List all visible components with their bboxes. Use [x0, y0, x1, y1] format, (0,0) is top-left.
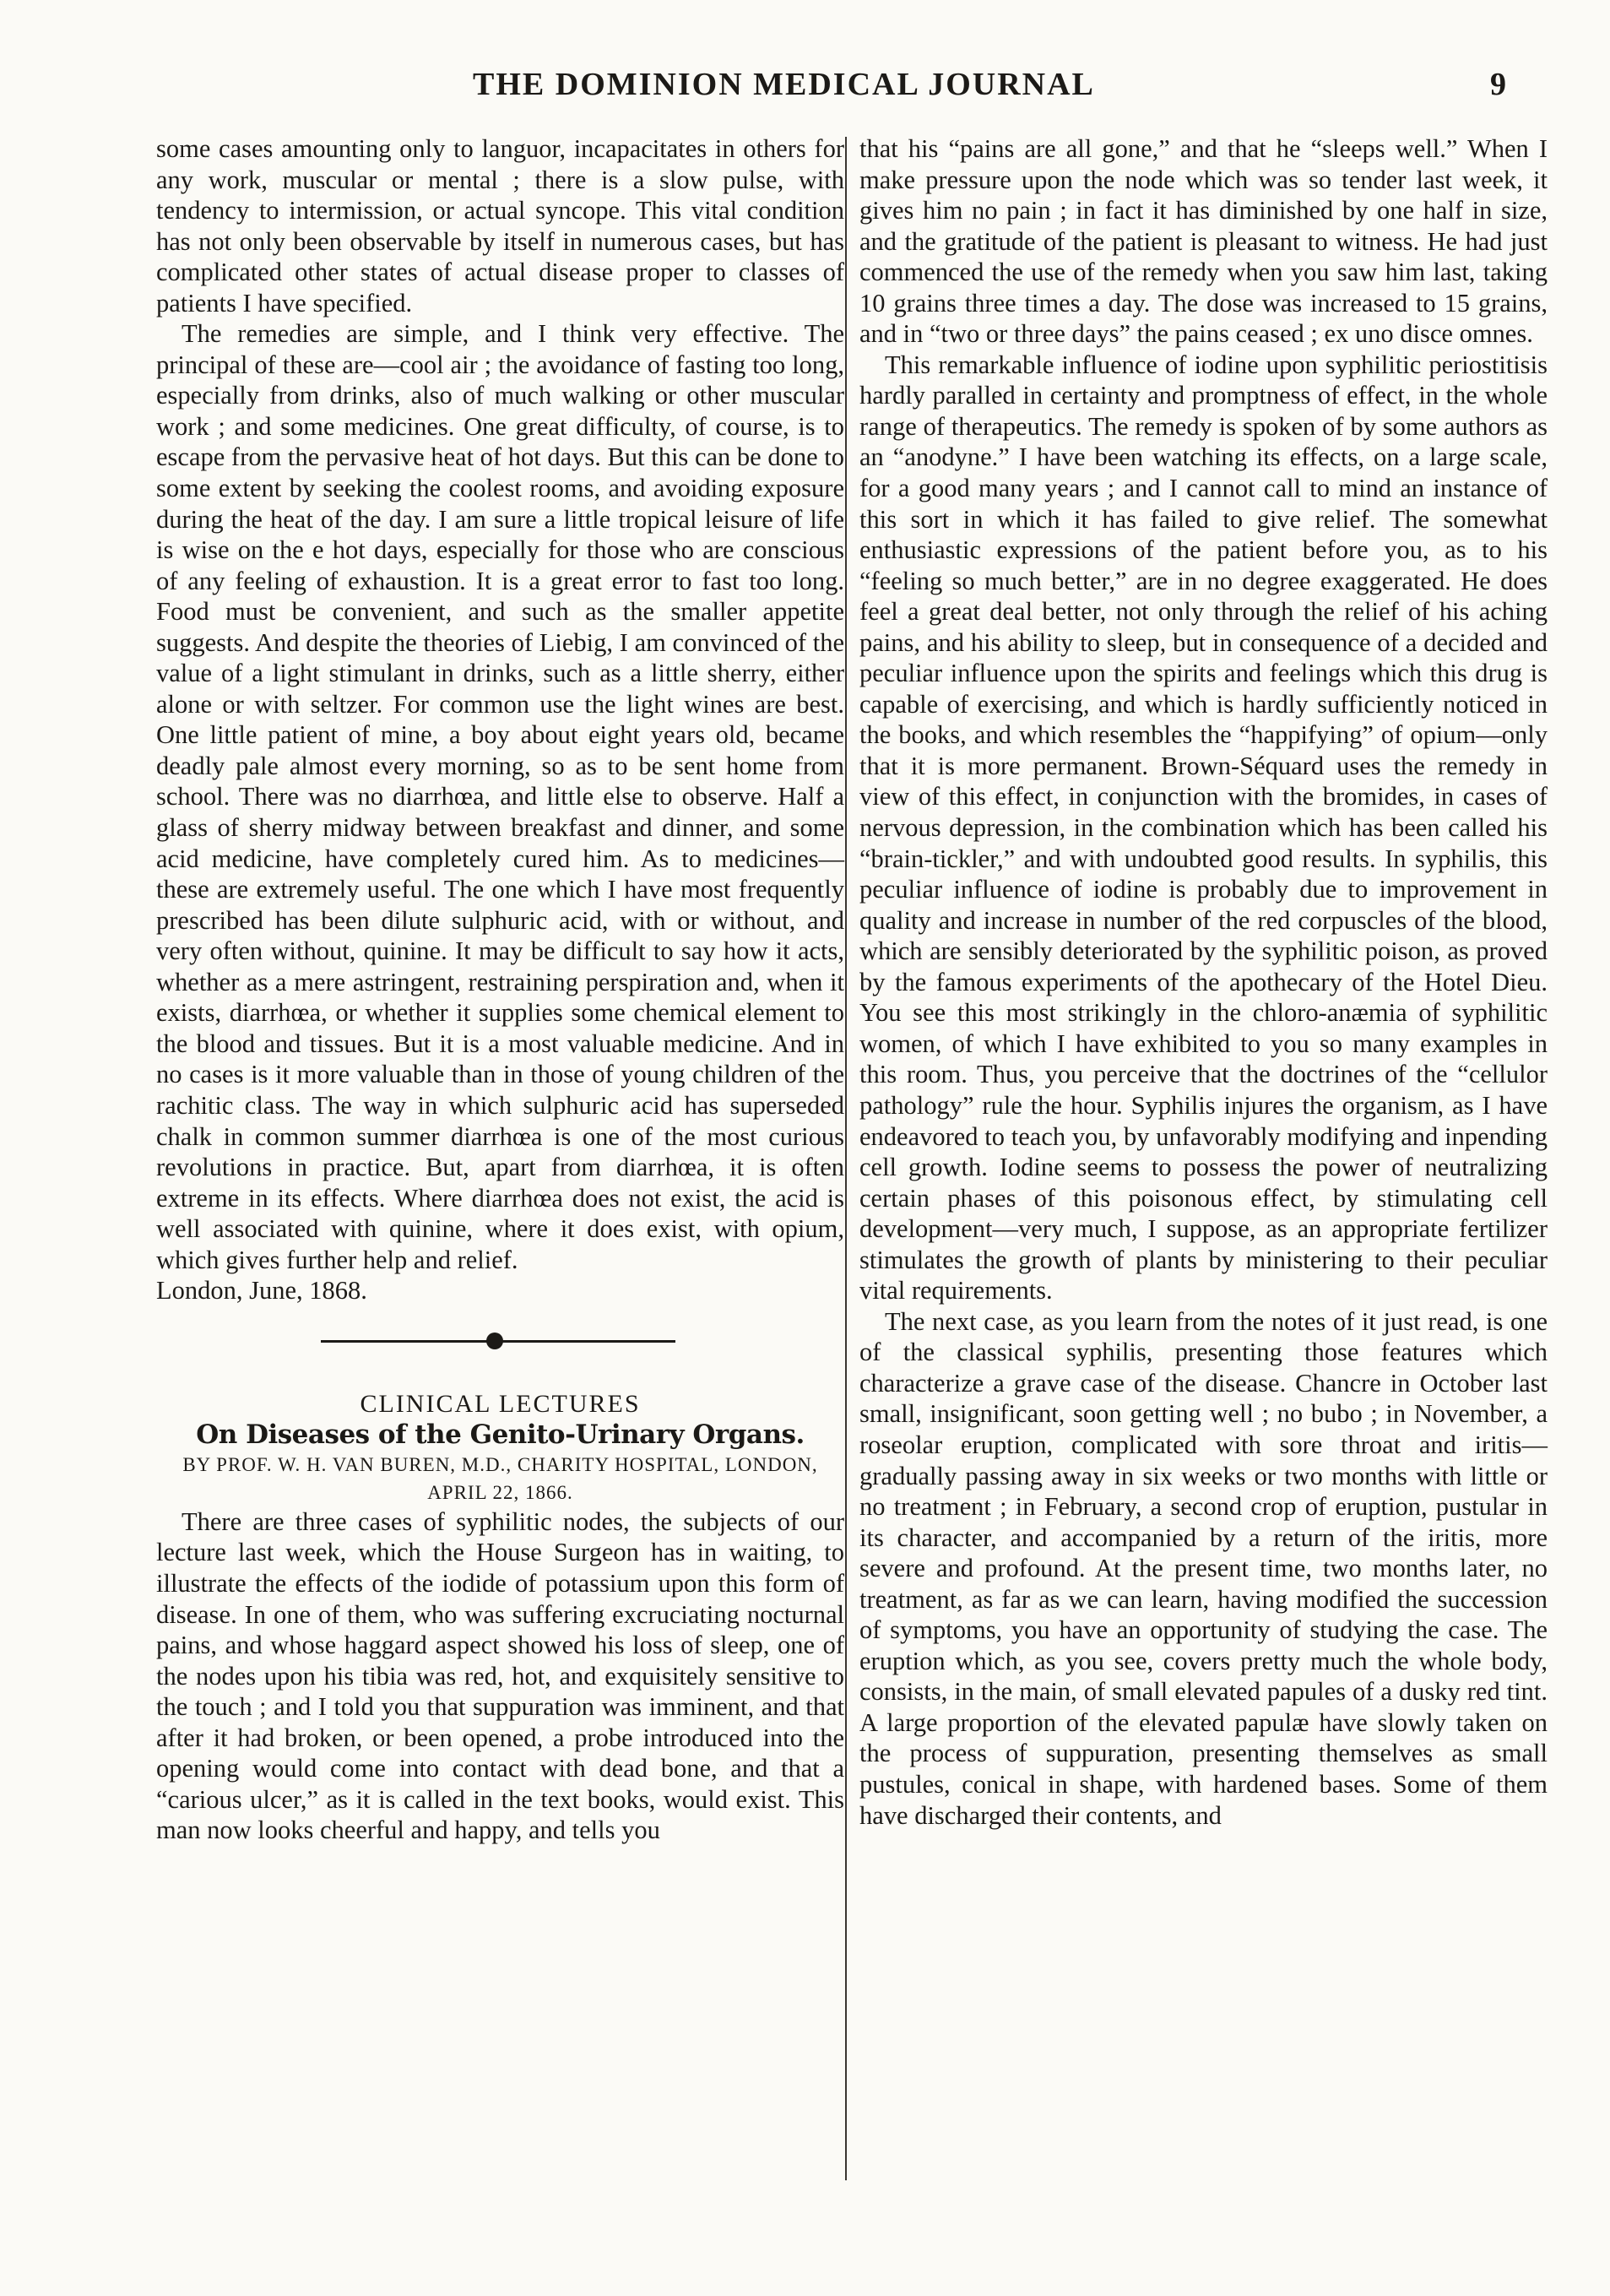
paragraph: The next case, as you learn from the notes of it just read, is one of the classical syphilis, presenting those features which characterize a grave case of the disease. Chancre in October last small, insignificant, soon getting well ; no bubo ; in November, a roseolar eruption, complicated with sore throat and iritis—gradually passing away in six weeks or two months with little or no treatment ; in February, a second crop of eruption, pustular in its character, and accompanied by a return of the iritis, more severe and profound. At the present time, two months later, no treatment, as far as we can learn, having modified the succession of symptoms, you have an opportunity of studying the case. The eruption which, as you see, covers pretty much the whole body, consists, in the main, of small elevated papules of a dusky red tint. A large proportion of the elevated papulæ have slowly taken on the process of suppuration, presenting themselves as small pustules, conical in shape, with hardened bases. Some of them have discharged their contents, and: [859, 1306, 1548, 1830]
page-number: 9: [1490, 67, 1506, 102]
journal-title: THE DOMINION MEDICAL JOURNAL: [473, 67, 1095, 102]
dateline: London, June, 1868.: [156, 1276, 367, 1305]
paragraph: This remarkable influence of iodine upon syphilitic periostitisis hardly paralled in certainty and promptness of effect, in the whole range of therapeutics. The remedy is spoken of by some authors as an “anodyne.” I have been watching its effects, on a large scale, for a good many years ; and I cannot call to mind an instance of this sort in which it has failed to give relief. The somewhat enthusiastic expressions of the patient before you, as to his “feeling so much better,” are in no degree exaggerated. He does feel a great deal better, not only through the relief of his aching pains, and his ability to sleep, but in consequence of a decided and peculiar influence upon the spirits and feelings which this drug is capable of exercising, and which is hardly sufficiently noticed in the books, and which resembles the “happifying” of opium—only that it is more permanent. Brown-Séquard uses the remedy in view of this effect, in conjunction with the bromides, in cases of nervous depression, in the combination which has been called his “brain-tickler,” and with undoubted good results. In syphilis, this peculiar influence of iodine is probably due to improvement in quality and increase in number of the red corpuscles of the blood, which are sensibly deteriorated by the syphilitic poison, as proved by the famous experiments of the apothecary of the Hotel Dieu. You see this most strikingly in the chloro-anæmia of syphilitic women, of which I have exhibited to you so many examples in this room. Thus, you perceive that the doctrines of the “cellulor pathology” rule the hour. Syphilis injures the organism, as I have endeavored to teach you, by unfavorably modifying and inpending cell growth. Iodine seems to possess the power of neutralizing certain phases of this poisonous effect, by stimulating cell development—very much, I suppose, as an appropriate fertilizer stimulates the growth of plants by ministering to their peculiar vital requirements.: [859, 350, 1548, 1305]
paragraph: some cases amounting only to languor, incapacitates in others for any work, muscular or mental ; there is a slow pulse, with tendency to intermission, or actual syncope. This vital condition has not only been observable by itself in numerous cases, but has complicated other states of actual disease proper to classes of patients I have specified.: [156, 134, 844, 318]
column-rule: [845, 137, 847, 2180]
section-heading: CLINICAL LECTURES: [360, 1389, 641, 1418]
lecture-title: On Diseases of the Genito-Urinary Organs.: [196, 1419, 805, 1451]
right-column: [859, 133, 1548, 1831]
section-divider-ornament: [156, 1327, 844, 1355]
running-head: [0, 66, 1610, 108]
paragraph: The remedies are simple, and I think very effective. The principal of these are—cool air ; the avoidance of fasting too long, especially from drinks, also of much walking or other muscular work ; and some medicines. One great difficulty, of course, is to escape from the pervasive heat of hot days. But this can be done to some extent by seeking the coolest rooms, and avoiding exposure during the heat of the day. I am sure a little tropical leisure of life is wise on the e hot days, especially for those who are conscious of any feeling of exhaustion. It is a great error to fast too long. Food must be convenient, and such as the smaller appetite suggests. And despite the theories of Liebig, I am convinced of the value of a light stimulant in drinks, such as a little sherry, either alone or with seltzer. For common use the light wines are best. One little patient of mine, a boy about eight years old, became deadly pale almost every morning, so as to be sent home from school. There was no diarrhœa, and little else to observe. Half a glass of sherry midway between breakfast and dinner, and some acid medicine, have completely cured him. As to medicines—these are extremely useful. The one which I have most frequently prescribed has been dilute sulphuric acid, with or without, and very often without, quinine. It may be difficult to say how it acts, whether as a mere astringent, restraining perspiration and, when it exists, diarrhœa, or whether it supplies some chemical element to the blood and tissues. But it is a most valuable medicine. And in no cases is it more valuable than in those of young children of the rachitic class. The way in which sulphuric acid has superseded chalk in common summer diarrhœa is one of the most curious revolutions in practice. But, apart from diarrhœa, it is often extreme in its effects. Where diarrhœa does not exist, the acid is well associated with quinine, where it does exist, with opium, which gives further help and relief.: [156, 319, 844, 1274]
divider-dot: [486, 1333, 503, 1349]
lecture-byline: BY PROF. W. H. VAN BUREN, M.D., CHARITY HOSPITAL, LONDON, APRIL 22, 1866.: [182, 1453, 818, 1503]
paragraph: that his “pains are all gone,” and that he “sleeps well.” When I make pressure upon the node which was so tender last week, it gives him no pain ; in fact it has diminished by one half in size, and the gratitude of the patient is pleasant to witness. He had just commenced the use of the remedy when you saw him last, taking 10 grains three times a day. The dose was increased to 15 grains, and in “two or three days” the pains ceased ; ex uno disce omnes.: [859, 134, 1548, 349]
paragraph: There are three cases of syphilitic nodes, the subjects of our lecture last week, which the House Surgeon has in waiting, to illustrate the effects of the iodide of potassium upon this form of disease. In one of them, who was suffering excruciating nocturnal pains, and whose haggard aspect showed his loss of sleep, one of the nodes upon his tibia was red, hot, and exquisitely sensitive to the touch ; and I told you that suppuration was imminent, and that after it had broken, or been opened, a probe introduced into the opening would come into contact with dead bone, and that a “carious ulcer,” as it is called in the text books, would exist. This man now looks cheerful and happy, and tells you: [156, 1506, 844, 1845]
left-column: [156, 133, 844, 1846]
